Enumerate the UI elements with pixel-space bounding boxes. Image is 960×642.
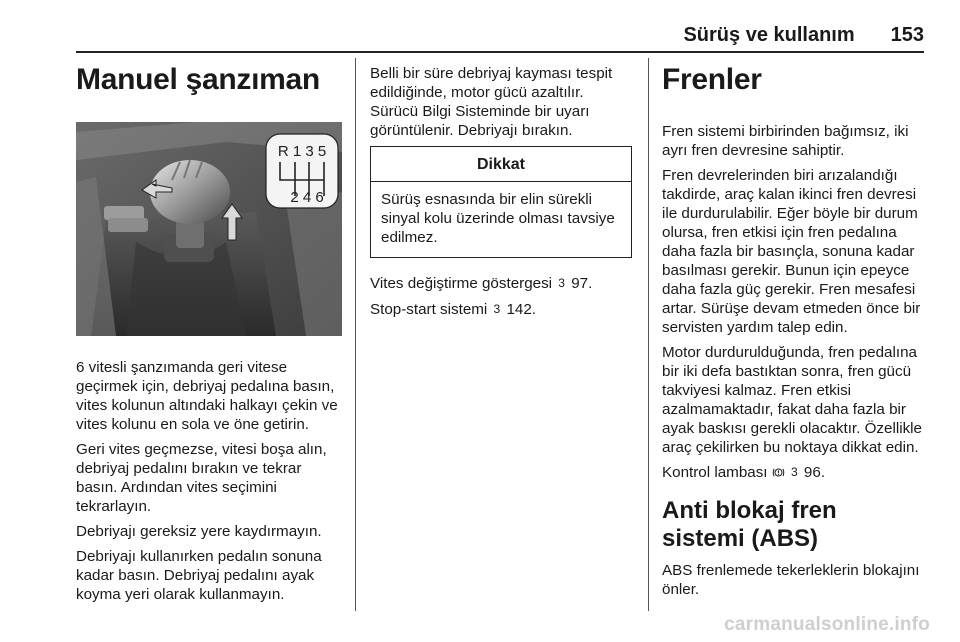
paragraph: Fren devrelerinden biri arızalandığı takdirde, araç kalan ikinci fren devresi ile durdurulabilir. Eğer böyle bir durum olursa, fren etkisi için fren pedalına daha fazla bir basınçla, sonuna kadar basılması gerekir. Bunun için epeyce daha fazla güç gerekir. Fren mesafesi artar. Sürüşe devam etmeden önce bir servisten yardım talep edin. (662, 167, 921, 336)
reference-text: Vites değiştirme göstergesi (370, 275, 553, 292)
reference-page: 96. (803, 464, 826, 481)
reference-text: Stop-start sistemi (370, 301, 488, 318)
cross-reference[interactable] (370, 274, 632, 294)
reference-page: 142. (506, 301, 537, 318)
paragraph: Debriyajı kullanırken pedalın sonuna kadar basın. Debriyaj pedalını ayak koyma yeri olarak kullanmayın. (76, 548, 322, 603)
section-title: Sürüş ve kullanım (683, 24, 855, 46)
watermark: carmanualsonline.info (724, 614, 930, 635)
caution-text: Sürüş esnasında bir elin sürekli sinyal kolu üzerinde olması tavsiye edilmez. (381, 191, 615, 246)
gear-shift-figure (76, 122, 342, 336)
column-divider (648, 58, 649, 611)
reference-text: Kontrol lambası (662, 464, 768, 481)
reference-arrow-icon: 3 (558, 276, 565, 290)
caution-title: Dikkat (371, 147, 631, 182)
gear-pattern-top: R 1 3 5 (277, 143, 327, 160)
brake-warning-icon (772, 466, 785, 479)
reference-arrow-icon: 3 (493, 302, 501, 316)
page-title: Manuel şanzıman (76, 63, 320, 96)
subsection-heading: Anti blokaj fren sistemi (ABS) (662, 497, 837, 552)
cross-reference[interactable] (370, 300, 632, 320)
paragraph: Belli bir süre debriyaj kayması tespit edildiğinde, motor gücü azaltılır. Sürücü Bilgi Sisteminde bir uyarı görüntülenir. Debriyajı bırakın. (370, 65, 613, 139)
column-2 (370, 64, 632, 326)
caution-box (370, 146, 632, 258)
paragraph: Debriyajı gereksiz yere kaydırmayın. (76, 523, 322, 540)
paragraph: Fren sistemi birbirinden bağımsız, iki ayrı fren devresine sahiptir. (662, 123, 909, 159)
paragraph: Motor durdurulduğunda, fren pedalına bir iki defa bastıktan sonra, fren gücü takviyesi kalmaz. Fren etkisi azalmamaktadır, fakat daha fazla bir ayak baskısı gerekli olacaktır. Özellikle araç çekilirken bu noktaya dikkat edin. (662, 344, 922, 456)
column-1 (76, 56, 344, 610)
cross-reference[interactable] (662, 463, 926, 483)
reference-arrow-icon: 3 (791, 465, 798, 479)
page-number: 153 (890, 24, 924, 46)
section-heading: Frenler (662, 63, 762, 96)
reference-page: 97. (571, 275, 593, 292)
column-divider (355, 58, 356, 611)
paragraph: Geri vites geçmezse, vitesi boşa alın, debriyaj pedalını bırakın ve tekrar basın. Ardından vites seçimini tekrarlayın. (76, 441, 327, 515)
header-rule (76, 51, 924, 53)
paragraph: 6 vitesli şanzımanda geri vitese geçirmek için, debriyaj pedalına basın, vites kolunun altındaki halkayı çekin ve vites kolunu en sola ve öne getirin. (76, 359, 338, 433)
page-header (76, 24, 924, 47)
column-3 (662, 56, 926, 605)
gear-pattern-bottom: 2 4 6 (290, 189, 324, 206)
paragraph: ABS frenlemede tekerleklerin blokajını önler. (662, 562, 920, 598)
